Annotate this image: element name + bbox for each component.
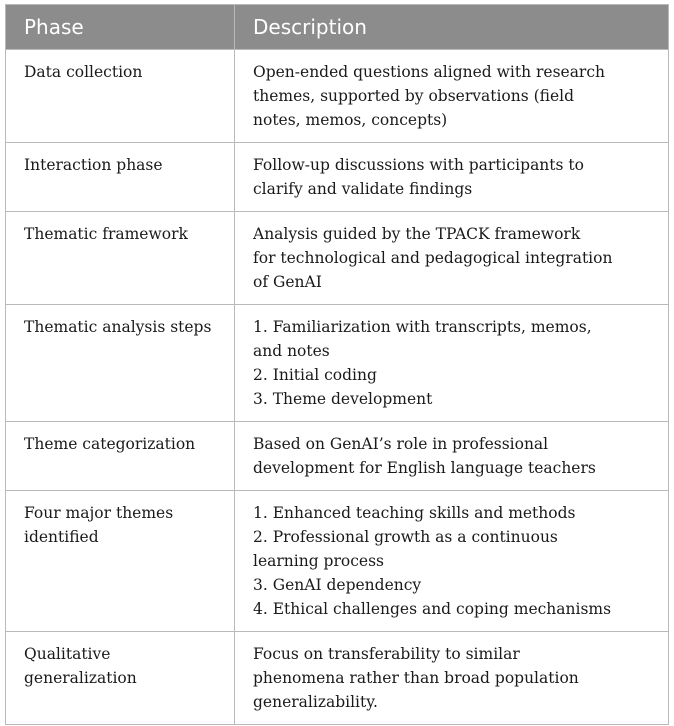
description-line: 2. Professional growth as a continuous — [253, 528, 558, 546]
description-cell — [235, 50, 669, 143]
description-line: learning process — [253, 552, 384, 570]
phase-cell — [6, 632, 235, 725]
table-row — [6, 50, 669, 143]
phase-table-container — [5, 4, 668, 725]
description-cell — [235, 422, 669, 491]
description-cell — [235, 143, 669, 212]
table-header-row — [6, 5, 669, 50]
description-line: 3. Theme development — [253, 390, 433, 408]
header-phase: Phase — [6, 5, 235, 50]
phase-line: Four major themes — [24, 504, 174, 522]
description-line: 1. Familiarization with transcripts, memos, — [253, 318, 592, 336]
phase-line: Data collection — [24, 63, 143, 81]
phase-cell — [6, 143, 235, 212]
description-line: Follow-up discussions with participants to — [253, 156, 584, 174]
table-row — [6, 491, 669, 632]
phase-cell — [6, 50, 235, 143]
description-line: 4. Ethical challenges and coping mechanisms — [253, 600, 612, 618]
phase-line: Qualitative — [24, 645, 111, 663]
phase-line: Thematic analysis steps — [24, 318, 212, 336]
description-line: notes, memos, concepts) — [253, 111, 448, 129]
header-description: Description — [235, 5, 669, 50]
description-line: Based on GenAI’s role in professional — [253, 435, 549, 453]
description-line: 2. Initial coding — [253, 366, 377, 384]
description-line: Open-ended questions aligned with research — [253, 63, 606, 81]
table-row — [6, 143, 669, 212]
description-cell — [235, 491, 669, 632]
description-line: phenomena rather than broad population — [253, 669, 579, 687]
phase-line: generalization — [24, 669, 137, 687]
description-line: for technological and pedagogical integration — [253, 249, 613, 267]
description-line: generalizability. — [253, 693, 378, 711]
description-line: development for English language teachers — [253, 459, 596, 477]
phase-cell — [6, 305, 235, 422]
description-line: Analysis guided by the TPACK framework — [253, 225, 581, 243]
description-line: clarify and validate findings — [253, 180, 473, 198]
phase-cell — [6, 491, 235, 632]
description-line: and notes — [253, 342, 330, 360]
phase-cell — [6, 422, 235, 491]
table-row — [6, 422, 669, 491]
description-cell — [235, 212, 669, 305]
phase-description-table — [5, 4, 669, 725]
description-line: 3. GenAI dependency — [253, 576, 422, 594]
description-cell — [235, 305, 669, 422]
description-line: themes, supported by observations (field — [253, 87, 575, 105]
phase-line: Thematic framework — [24, 225, 188, 243]
phase-line: identified — [24, 528, 99, 546]
description-line: of GenAI — [253, 273, 322, 291]
table-row — [6, 212, 669, 305]
phase-cell — [6, 212, 235, 305]
description-line: Focus on transferability to similar — [253, 645, 520, 663]
description-cell — [235, 632, 669, 725]
table-row — [6, 305, 669, 422]
phase-line: Interaction phase — [24, 156, 163, 174]
description-line: 1. Enhanced teaching skills and methods — [253, 504, 576, 522]
phase-line: Theme categorization — [24, 435, 196, 453]
table-row — [6, 632, 669, 725]
